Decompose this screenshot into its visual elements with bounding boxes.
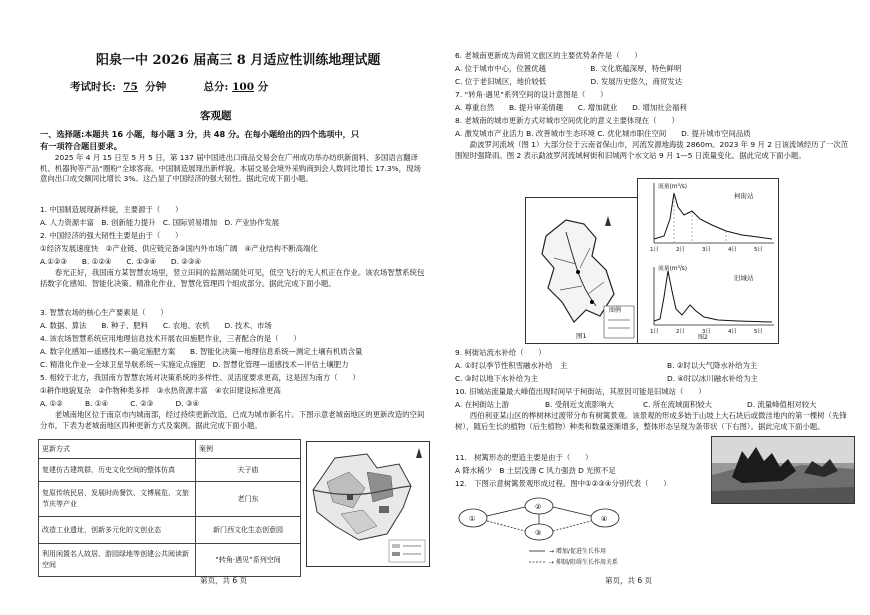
- page-footer: 第页，共 6 页: [605, 576, 653, 585]
- table-cell: 夫子庙: [196, 459, 301, 482]
- question-6-option-cd: C. 位于老旧城区，地价较低 D. 发展历史悠久，商贸发达: [455, 77, 683, 86]
- question-12: 12. 下图示意树篱景观形成过程。图中①②③④分别代表（ ）: [455, 479, 671, 488]
- diagram-legend-inhibit: ⇢ 抑制/阻碍生长作用关系: [549, 559, 618, 566]
- table-cell: 复原传统民居，发展时尚餐饮、文博展览、文旅节庆等产业: [39, 482, 196, 517]
- passage-nanjing: 老城南地区位于南京市内城南部，经过持续更新改造，已成为城市新名片。下图示意老城南地区的更新改造的空间分布，下表为老城南地区四种更新方式及案例。据此完成下面小题。: [40, 410, 425, 430]
- table-cell: “转角·遇见”系列空间: [196, 544, 301, 577]
- hedgerow-photo: [711, 436, 855, 504]
- question-4-option-ab: A. 数字化感知—遥感技术—确定施肥方案 B. 智能化决策—地理信息系统—测定土壤有机质含量: [40, 347, 363, 356]
- x-tick: 2日: [676, 247, 685, 253]
- question-9-option-b: B. ②时以大气降水补给为主: [667, 361, 758, 370]
- exam-time-label: 考试时长:: [70, 81, 116, 93]
- x-tick: 1日: [650, 247, 659, 253]
- question-10-option-a: A. 在柯街站上游: [455, 400, 509, 409]
- question-3: 3. 智慧农场的核心生产要素是（ ）: [40, 308, 168, 317]
- question-4: 4. 该农场智慧系统应用地理信息技术开展农田施肥作业，三者配合的是（ ）: [40, 334, 301, 343]
- question-3-options: A. 数据、算法 B. 种子、肥料 C. 农地、农机 D. 技术、市场: [40, 321, 272, 330]
- svg-text:②: ②: [535, 503, 542, 511]
- question-7: 7. “转角·遇见”系列空间的设计意图是（ ）: [455, 90, 608, 99]
- x-tick: 5日: [754, 247, 763, 253]
- svg-text:①: ①: [469, 515, 476, 523]
- map-legend-label: 图例: [609, 307, 622, 314]
- question-9-option-c: C. ③时以地下水补给为主: [455, 374, 539, 383]
- table-header-cell: 更新方式: [39, 440, 196, 459]
- question-8-options: A. 激发城市产业活力 B. 改善城市生态环境 C. 优化城市职住空间 D. 提升城市空间品质: [455, 129, 751, 138]
- figure-2-caption: 图2: [698, 334, 708, 341]
- exam-title: 阳泉一中 2026 届高三 8 月适应性训练地理试题: [96, 53, 381, 68]
- table-header-cell: 案例: [196, 440, 301, 459]
- question-2: 2. 中国经济的强大韧性主要是由于（ ）: [40, 231, 183, 240]
- question-10: 10. 旧城站流量最大峰值出现时间早于柯街站，其原因可能是旧城站（ ）: [455, 387, 706, 396]
- question-6-option-ab: A. 位于城市中心，位置优越 B. 文化底蕴深厚，特色鲜明: [455, 64, 682, 73]
- question-11: 11. 树篱形态的塑造主要是由于（ ）: [455, 453, 593, 462]
- question-1-options: A. 人力资源丰富 B. 创新能力提升 C. 国际贸易增加 D. 产业协作发展: [40, 218, 280, 227]
- question-1: 1. 中国制造展现新样貌，主要源于（ ）: [40, 205, 183, 214]
- passage-river: 勐波罗河流域（图 1）大部分位于云南省保山市，河流发源地海拔 2860m。2023 年 9 月 2 日该流域经历了一次范围短时强降雨。图 2 表示勐波罗河流域柯街和旧城两个水文站 9 月 1—5 日流量变化。据此完成下面小题。: [455, 140, 849, 160]
- question-9-option-a: A. ①时以季节性积雪融水补给 主: [455, 361, 568, 370]
- table-row: [39, 482, 301, 517]
- discharge-charts: [637, 178, 779, 344]
- total-value: 100: [232, 81, 255, 93]
- x-tick: 4日: [728, 247, 737, 253]
- passage-canton-fair: 2025 年 4 月 15 日至 5 月 5 日，第 137 届中国进出口商品交易会在广州成功举办纺织新面料、多国语言翻译机、机器狗等产品“圈粉”全球客商。中国制造展现出新样貌。本届交易会境外采购商到会人数同比增长 17.3%，现场意向出口成交额同比增长 3%。这凸显了中国经济的强大韧性。据此完成下面小题。: [40, 153, 421, 184]
- question-10-option-c: C. 所在流域面积较大: [643, 400, 712, 409]
- table-cell: 改造工业遗址，创新多元化的文创业态: [39, 517, 196, 544]
- question-6: 6. 老城南更新成为商贸文旅区的主要优势条件是（ ）: [455, 51, 642, 60]
- passage-siberia: 西伯利亚某山区的桦树林过渡带分布有树篱景观。该景观的形成多始于山坡上大石块后或微洼地内的第一棵树（先锋树），随后生长的植物（后生植物）种类和数量逐渐增多，整体形态呈现为条带状（下右图）。据此完成下面小题。: [455, 411, 847, 431]
- question-4-option-cd: C. 精准化作业—全球卫星导航系统—实施定点施肥 D. 智慧化管理—遥感技术—评估土壤肥力: [40, 360, 349, 369]
- question-5: 5. 相较于北方，我国南方智慧农场对决策系统的多样性、灵活度要求更高，这是因为南方（ ）: [40, 373, 360, 382]
- question-2-items: ①经济发展速度快 ②产业链、供应链完备③国内外市场广阔 ④产业结构不断高端化: [40, 244, 318, 253]
- ylabel-bottom: 流量(m³/s): [658, 266, 688, 272]
- x-tick: 3日: [702, 247, 711, 253]
- svg-text:③: ③: [535, 529, 542, 537]
- page-footer: 第页，共 6 页: [200, 576, 248, 585]
- question-5-items: ①耕作地貌复杂 ②作物种类多样 ③水热资源丰富 ④农田建设标准更高: [40, 386, 281, 395]
- table-row: [39, 517, 301, 544]
- exam-time-unit: 分钟: [145, 81, 167, 93]
- ylabel-top: 流量(m³/s): [658, 184, 688, 190]
- question-2-options: A.①②③ B. ①②④ C. ①③④ D. ②③④: [40, 257, 202, 266]
- x-tick: 3日: [702, 329, 711, 335]
- question-11-options: A 降水稀少 B 土层浅薄 C 风力强劲 D 光照不足: [455, 466, 616, 475]
- table-header-row: [39, 440, 301, 459]
- instruction-line-1: 一、选择题:本题共 16 小题，每小题 3 分，共 48 分。在每小题给出的四个选项中，只: [40, 129, 360, 139]
- question-8: 8. 老城南的城市更新方式对城市空间优化的意义主要体现在（ ）: [455, 116, 679, 125]
- x-tick: 1日: [650, 329, 659, 335]
- x-tick: 5日: [754, 329, 763, 335]
- right-page: [435, 0, 870, 615]
- total-unit: 分: [257, 81, 269, 93]
- table-cell: 新门西文化生态创意园: [196, 517, 301, 544]
- table-row: [39, 459, 301, 482]
- total-label: 总分:: [203, 81, 229, 93]
- passage-smart-farm: 春光正好，我国南方某智慧农场里，竖立田间的监测站随处可见，低空飞行的无人机正在作业。该农场智慧系统包括数字化感知、智能化决策、精准化作业、智慧化管理四个组成部分。据此完成下面小题。: [40, 268, 425, 288]
- table-cell: 老门东: [196, 482, 301, 517]
- discharge-svg: [638, 179, 778, 343]
- station-b-label: 旧城站: [734, 274, 754, 282]
- question-10-option-b: B. 受削近支流影响大: [545, 400, 614, 409]
- x-tick: 2日: [676, 329, 685, 335]
- exam-meta: [70, 82, 268, 92]
- river-basin-map: [525, 197, 639, 344]
- table-row: [39, 544, 301, 577]
- renewal-table: [38, 439, 301, 577]
- svg-text:④: ④: [601, 515, 608, 523]
- question-5-options: A. ①② B. ①④ C. ②③ D. ③④: [40, 399, 200, 408]
- hedgerow-process-diagram: [453, 496, 653, 576]
- station-a-label: 柯街站: [734, 192, 754, 200]
- instruction-line-2: 有一项符合题目要求。: [40, 141, 122, 151]
- question-9-option-d: D. ④时以冰川融水补给为主: [667, 374, 758, 383]
- exam-time-value: 75: [123, 81, 138, 93]
- question-7-options: A. 尊重自然 B. 提升审美情趣 C. 增加就业 D. 增加社会福利: [455, 103, 687, 112]
- figure-1-caption: 图1: [576, 332, 587, 340]
- nanjing-map: [306, 441, 430, 567]
- question-9: 9. 柯街站流水补给（ ）: [455, 348, 546, 357]
- table-cell: 复建仿古建筑群，历史文化空间的整体仿真: [39, 459, 196, 482]
- x-tick: 4日: [728, 329, 737, 335]
- diagram-legend-promote: → 增加/促进生长作用: [549, 548, 606, 555]
- table-cell: 利用闲置名人故居、游园绿地等创建公共阅读新空间: [39, 544, 196, 577]
- section-title: 客观题: [200, 110, 232, 122]
- question-10-option-d: D. 流量峰值相对较大: [747, 400, 817, 409]
